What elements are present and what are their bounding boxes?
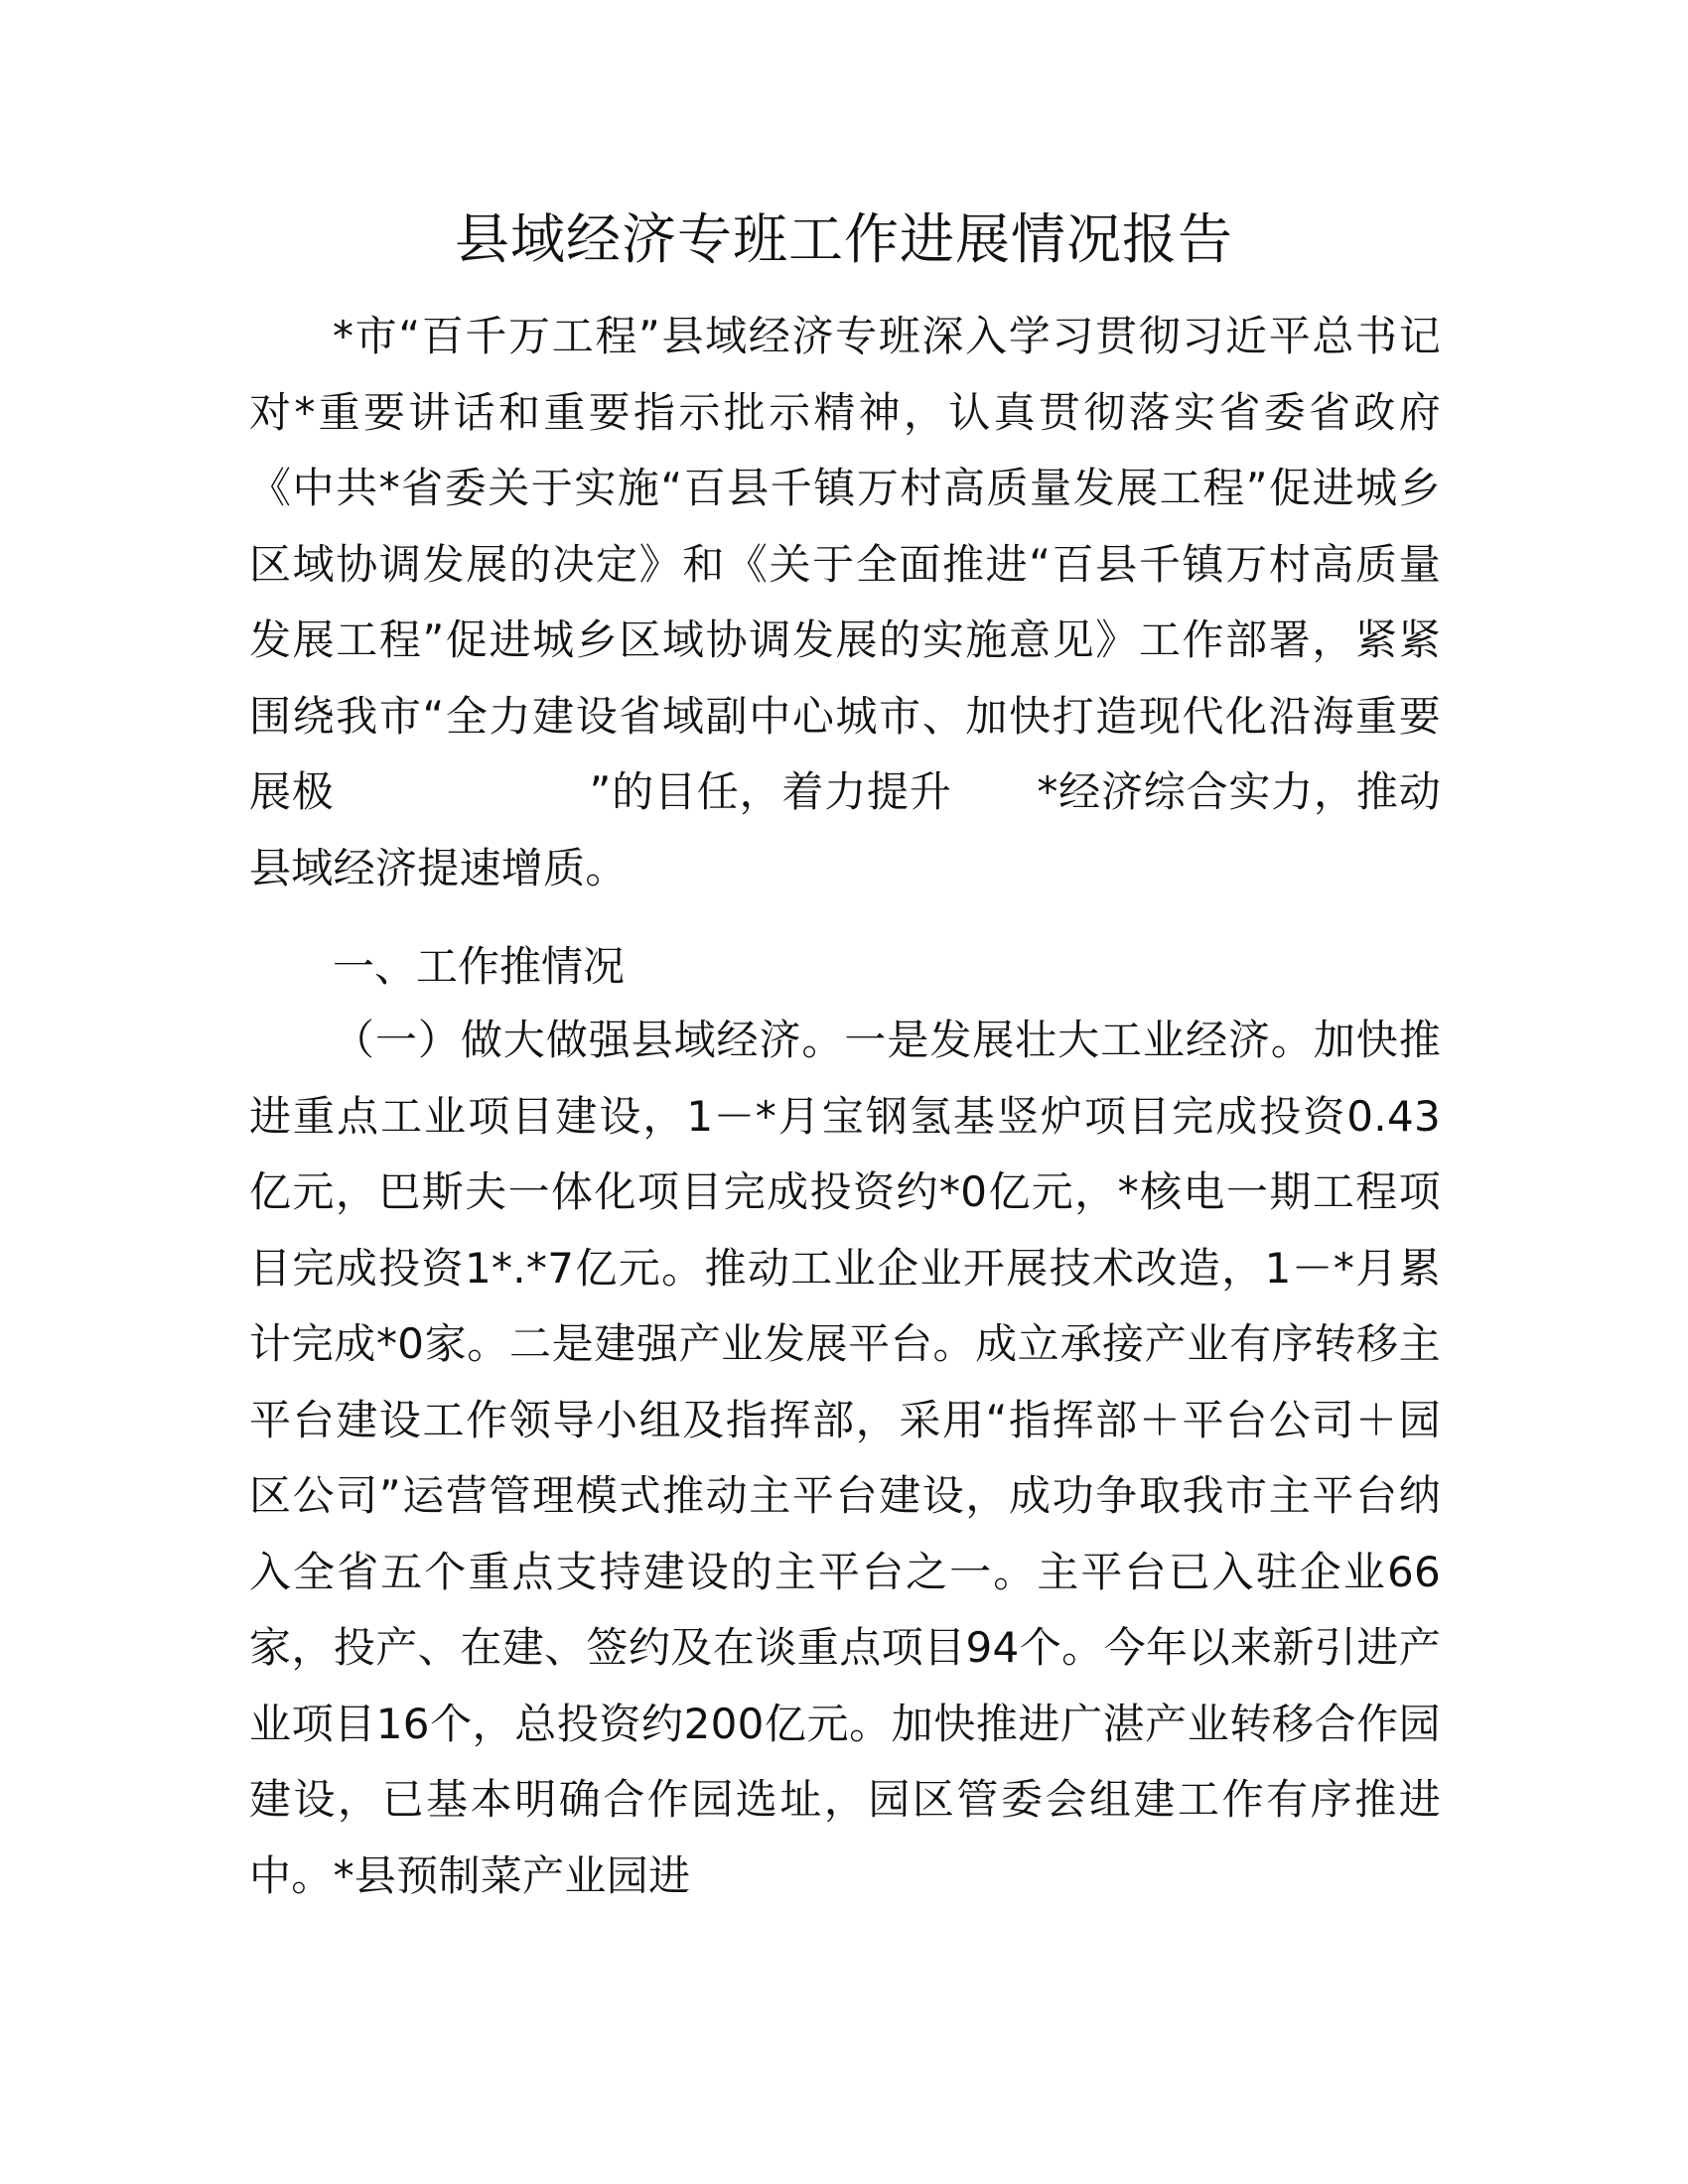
intro-paragraph: *市“百千万工程”县域经济专班深入学习贯彻习近平总书记对*重要讲话和重要指示批示精神，认真贯彻落实省委省政府《中共*省委关于实施“百县千镇万村高质量发展工程”促进城乡区域协调发展的决定》和《关于全面推进“百县千镇万村高质量发展工程”促进城乡区域协调发展的实施意见》工作部署，紧紧围绕我市“全力建设省域副中心城市、加快打造现代化沿海重要展极 ”的目任，着力提升 *经济综合实力，推动县域经济提速增质。 [249,312,1441,892]
section-paragraph: （一）做大做强县域经济。一是发展壮大工业经济。加快推进重点工业项目建设，1－*月宝钢氢基竖炉项目完成投资0.43亿元，巴斯夫一体化项目完成投资约*0亿元，*核电一期工程项目完成投资1*.*7亿元。推动工业企业开展技术改造，1－*月累计完成*0家。二是建强产业发展平台。成立承接产业有序转移主平台建设工作领导小组及指挥部，采用“指挥部＋平台公司＋园区公司”运营管理模式推动主平台建设，成功争取我市主平台纳入全省五个重点支持建设的主平台之一。主平台已入驻企业66家，投产、在建、签约及在谈重点项目94个。今年以来新引进产业项目16个，总投资约200亿元。加快推进广湛产业转移合作园建设，已基本明确合作园选址，园区管委会组建工作有序推进中。*县预制菜产业园进 [249,1016,1441,1900]
document-title: 县域经济专班工作进展情况报告 [454,207,1233,271]
section-heading: 一、工作推情况 [333,942,626,991]
